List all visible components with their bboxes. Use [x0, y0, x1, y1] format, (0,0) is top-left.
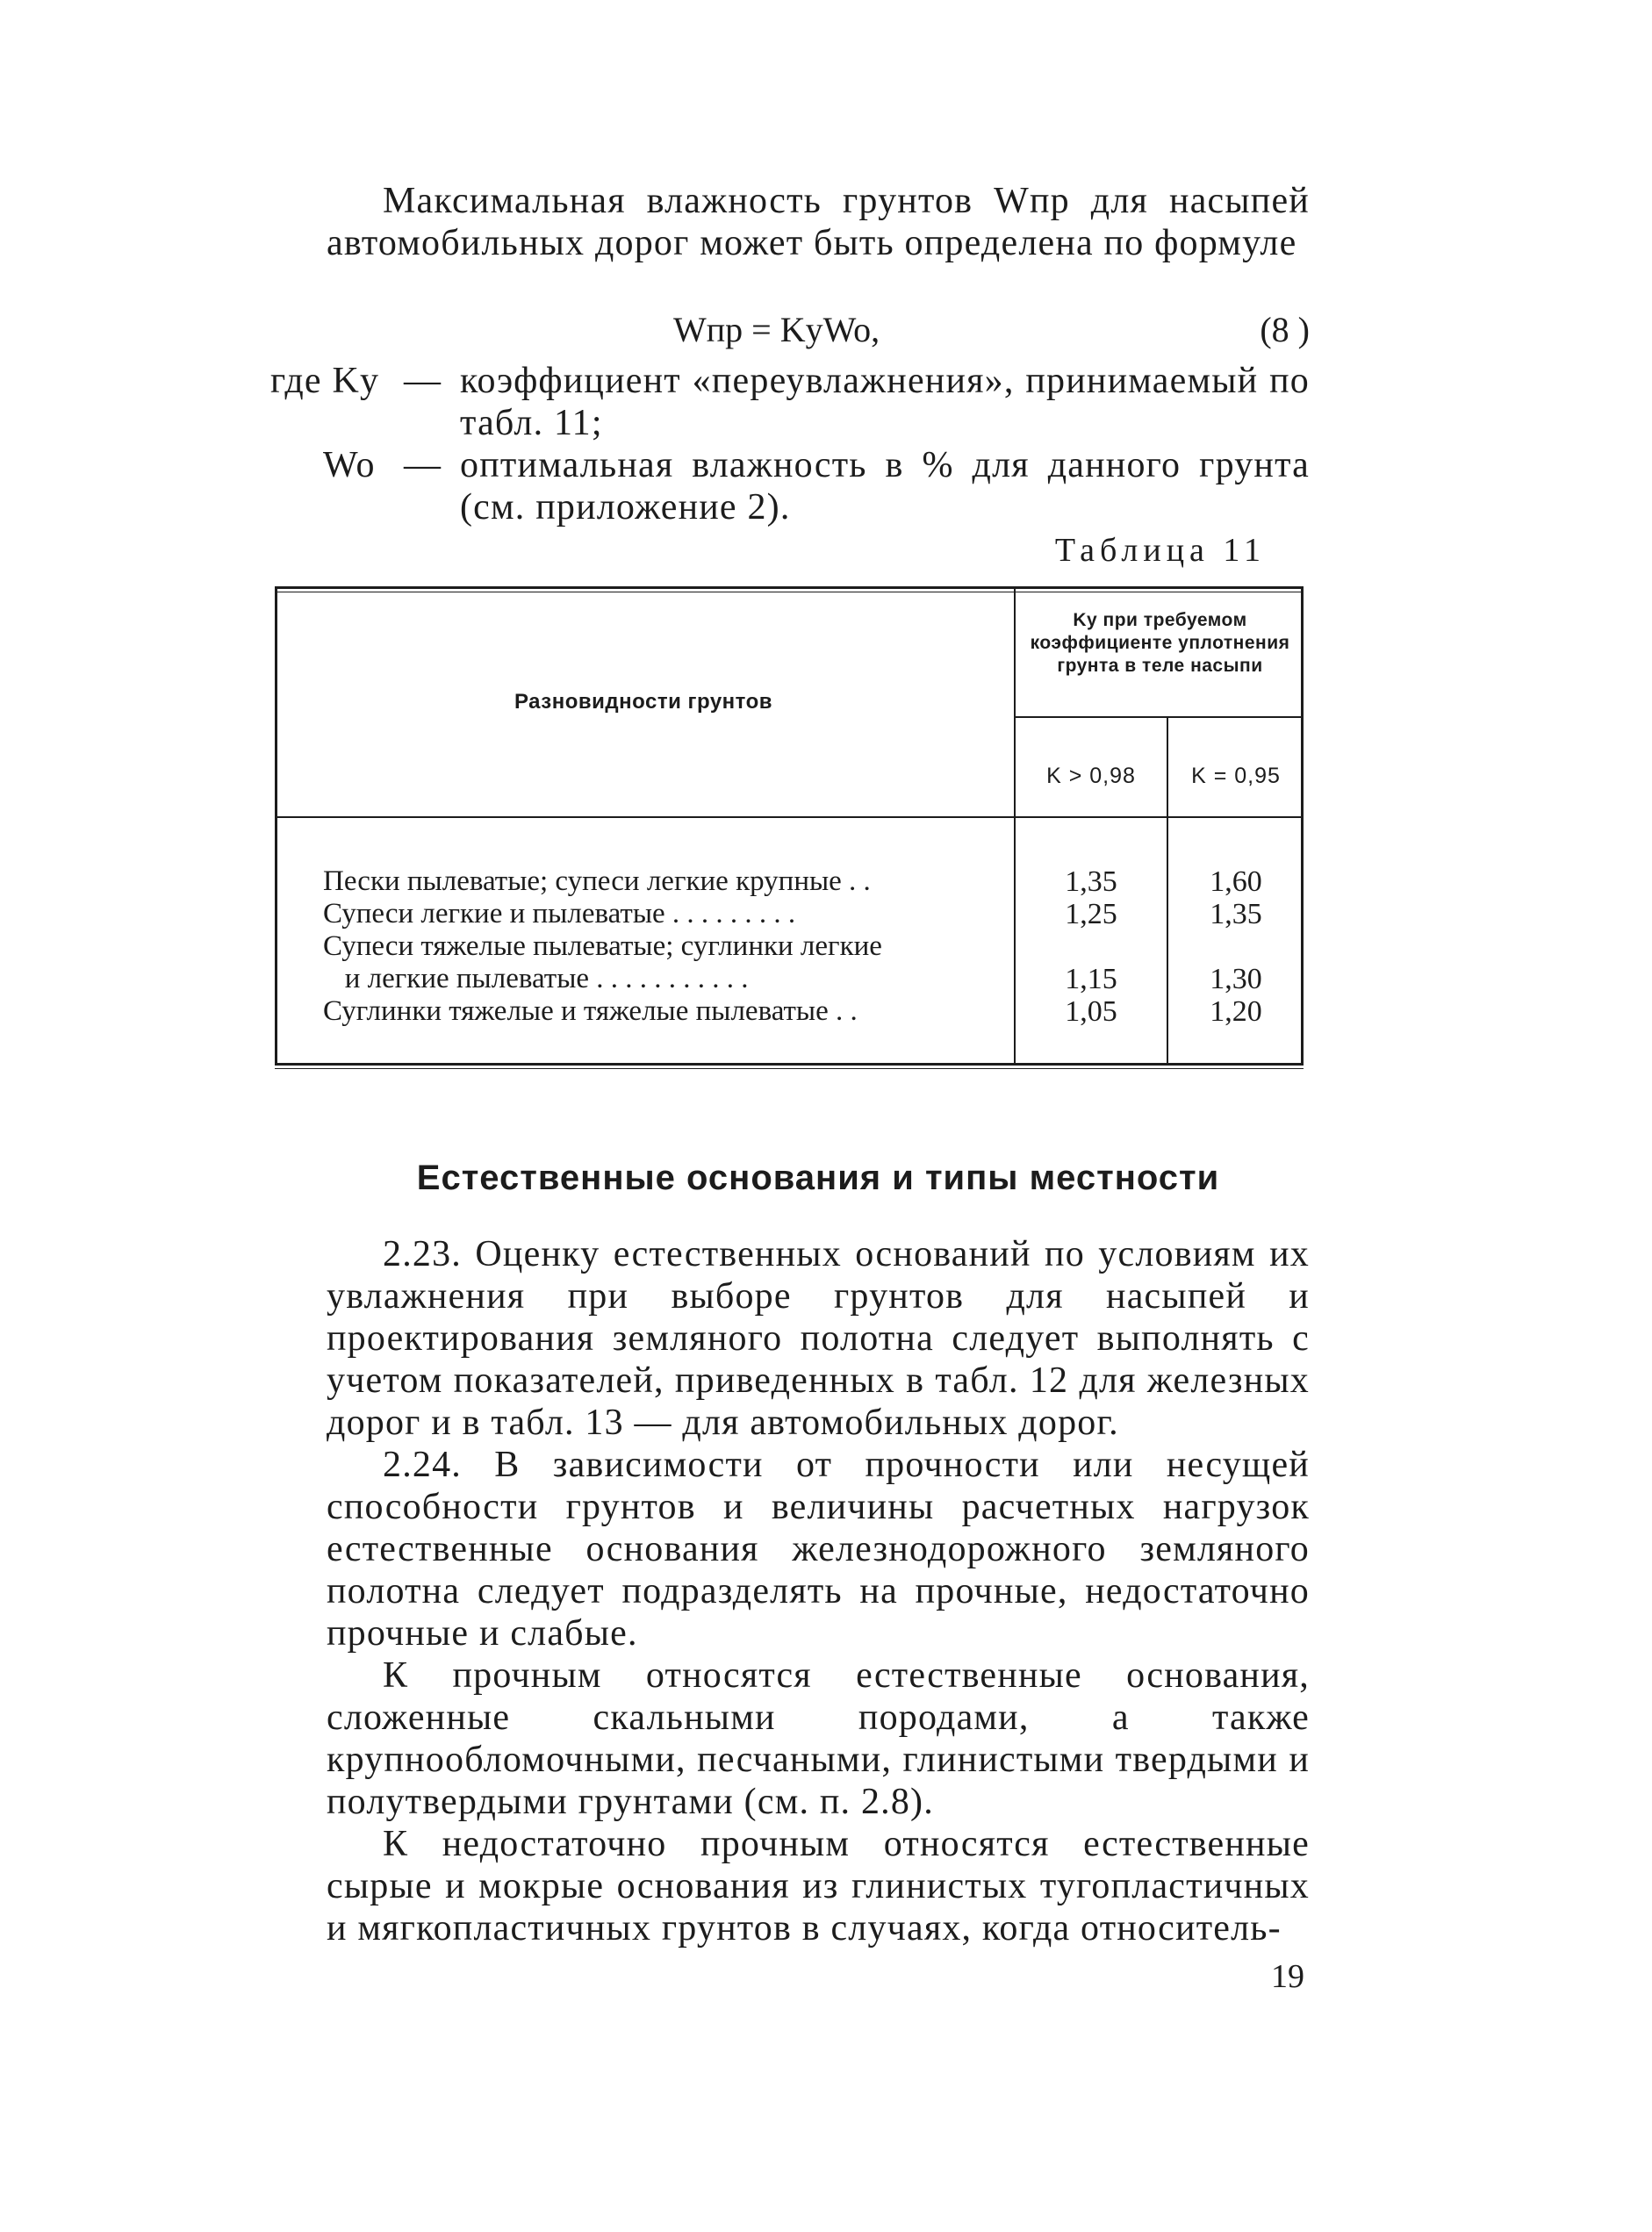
cell-value: 1,20: [1210, 995, 1262, 1028]
table-11: [275, 586, 1304, 1078]
definition-symbol: Wo: [323, 445, 376, 485]
table-header-soil-types: Разновидности грунтов: [514, 690, 773, 714]
formula-expression: Wпр = KyWo,: [673, 310, 880, 349]
section-title: Естественные основания и типы местности: [416, 1159, 1220, 1197]
table-row: [323, 995, 1016, 1028]
table-bottom-rule: [275, 1063, 1304, 1066]
table-header-ky: Ky при требуемом коэффициенте уплотнения грунта в теле насыпи: [1030, 610, 1290, 676]
table-row: [323, 865, 1016, 898]
table-values-k098: [1016, 865, 1166, 1028]
definition-symbol: где Ky: [270, 361, 380, 401]
table-header-rule: [275, 816, 1304, 818]
cell-value: 1,30: [1210, 963, 1262, 995]
cell-value: 1,35: [1210, 898, 1262, 930]
definition-wo: [270, 444, 1310, 528]
definition-text: оптимальная влажность в % для данного грунта (см. приложение 2).: [460, 445, 1310, 527]
table-left-rule: [275, 586, 277, 1065]
cell-value: 1,35: [1065, 865, 1117, 898]
row-soil-name: Супеси тяжелые пылеватые; суглинки легкие: [323, 930, 882, 962]
cell-value: 1,60: [1210, 865, 1262, 898]
intro-block: [327, 180, 1310, 264]
definition-ky: [270, 360, 1310, 444]
table-top-rule: [275, 586, 1304, 589]
cell-value: 1,15: [1065, 963, 1117, 995]
formula-number: (8 ): [1260, 310, 1310, 349]
table-caption: Таблица 11: [1054, 532, 1266, 569]
page-number: 19: [1271, 1958, 1304, 1995]
definition-text: коэффициент «переувлажнения», принимаемый по табл. 11;: [460, 361, 1310, 443]
row-soil-name: Пески пылеватые; супеси легкие крупные . .: [323, 865, 871, 897]
table-header-k098: K > 0,98: [1046, 764, 1136, 788]
row-soil-name: и легкие пылеватые . . . . . . . . . . .: [323, 963, 749, 994]
paragraph-weak-bases: К недостаточно прочным относятся естественные сырые и мокрые основания из глинистых тугопластичных и мягкопластичных грунтов в случаях, когда относитель-: [327, 1824, 1310, 1949]
definition-dash: —: [404, 445, 442, 485]
table-subheader-rule: [1014, 716, 1304, 718]
paragraph-strong-bases: К прочным относятся естественные основания, сложенные скальными породами, а также крупнообломочными, песчаными, глинистыми твердыми и полутвердыми грунтами (см. п. 2.8).: [327, 1655, 1310, 1822]
definition-dash: —: [404, 361, 442, 401]
cell-value: 1,05: [1065, 995, 1117, 1028]
paragraph-2-23: 2.23. Оценку естественных оснований по условиям их увлажнения при выборе грунтов для насыпей и проектирования земляного полотна следует выполнять с учетом показателей, приведенных в табл. 12 для железных дорог и в табл. 13 — для автомобильных дорог.: [327, 1234, 1310, 1443]
where-definitions: [270, 360, 1310, 528]
row-soil-name: Супеси легкие и пылеватые . . . . . . . . .: [323, 898, 796, 929]
intro-paragraph: Максимальная влажность грунтов Wпр для насыпей автомобильных дорог может быть определена по формуле: [327, 181, 1310, 263]
paragraph-2-24: 2.24. В зависимости от прочности или несущей способности грунтов и величины расчетных нагрузок естественные основания железнодорожного земляного полотна следует подразделять на прочные, недостаточно прочные и слабые.: [327, 1445, 1310, 1654]
cell-value: 1,25: [1065, 898, 1117, 930]
body-text: [327, 1233, 1310, 1949]
table-row: [323, 898, 1016, 930]
table-row: [323, 963, 1016, 995]
table-header-k095: K = 0,95: [1191, 764, 1281, 788]
formula-8: [327, 309, 1310, 353]
table-bottom-rule-thin: [275, 1068, 1304, 1069]
table-row: [323, 930, 1016, 963]
cell-value: [1016, 930, 1166, 963]
table-body-names: [323, 865, 1016, 1028]
table-values-k095: [1168, 865, 1304, 1028]
row-soil-name: Суглинки тяжелые и тяжелые пылеватые . .: [323, 995, 858, 1027]
cell-value: [1168, 930, 1304, 963]
